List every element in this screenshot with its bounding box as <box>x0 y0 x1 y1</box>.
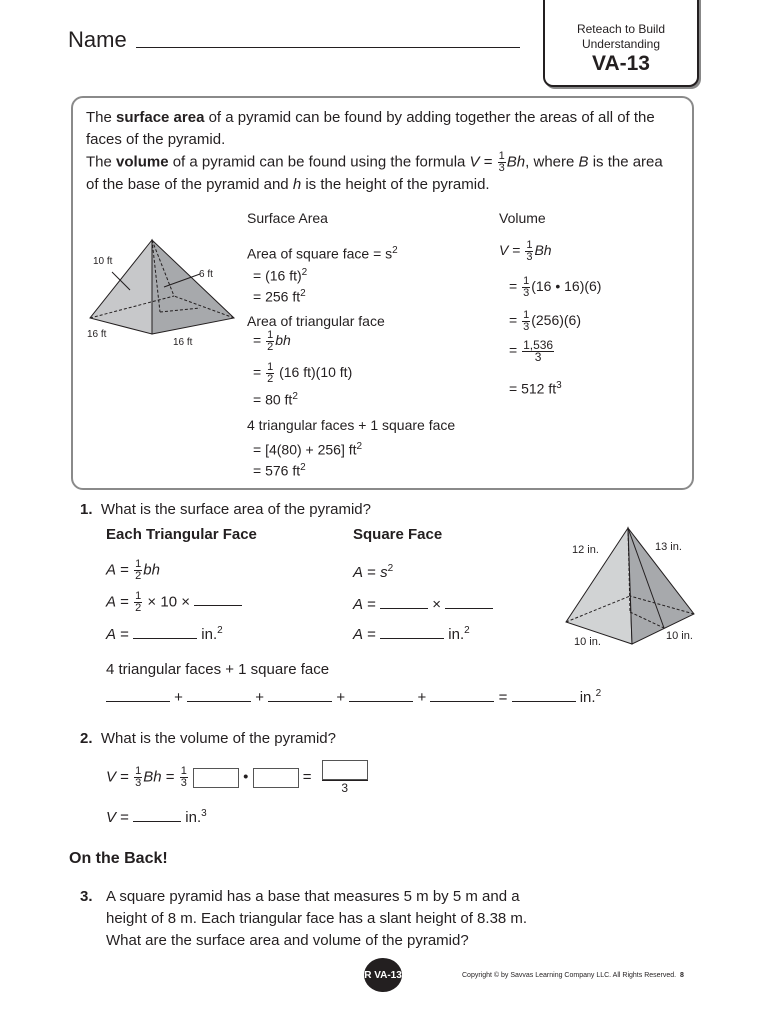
sa-tri-line-2: = $\frac{1}{2}$ (16 ft)(10 ft) <box>253 361 353 385</box>
tag-code: VA-13 <box>592 52 650 75</box>
sa-tri-line-1: = $\frac{1}{2}$ bh <box>253 329 291 353</box>
vol-line-1: = $\frac{1}{3}$ (16 • 16)(6) <box>509 275 602 299</box>
vol-formula: V = $\frac{1}{3}$ Bh <box>499 239 552 263</box>
sa-square-line-2: = 256 $ft^2$ <box>253 288 306 305</box>
q2-box-1[interactable] <box>193 768 239 788</box>
tag-subtitle: Reteach to Build Understanding <box>576 22 666 51</box>
q1-sq-answer-blank[interactable] <box>380 624 444 639</box>
q1-total-blank-2[interactable] <box>187 687 251 702</box>
q1-sq-answer: A = in.$^2$ <box>353 625 470 643</box>
question-2: 2. What is the volume of the pyramid? <box>80 730 336 747</box>
q1-total-answer[interactable] <box>512 687 576 702</box>
volume-heading: Volume <box>499 210 546 226</box>
q1-tri-substitution: A = $\frac{1}{2}$ × 10 × <box>106 591 242 614</box>
footer-badge: R VA-13 <box>364 958 402 992</box>
q2-answer-blank[interactable] <box>133 807 181 822</box>
q1-total-equation: + + + + = in.$^2$ <box>106 687 601 706</box>
q1-triangular-heading: Each Triangular Face <box>106 526 257 543</box>
on-the-back-heading: On the Back! <box>69 850 168 867</box>
vol-line-4: = 512 $ft^3$ <box>509 380 562 397</box>
vol-line-3: = $\frac{1,536}{3}$ <box>509 338 554 364</box>
q1-square-heading: Square Face <box>353 526 443 543</box>
q1-tri-blank-1[interactable] <box>194 591 242 606</box>
example-slant-label: 10 ft <box>93 256 113 267</box>
lesson-tag <box>543 0 699 87</box>
example-base-label-2: 16 ft <box>173 337 193 348</box>
q1-base-label-1: 10 in. <box>574 636 601 648</box>
sa-triangular-face: Area of triangular face <box>247 313 385 329</box>
q1-tri-answer: A = in.$^2$ <box>106 625 223 643</box>
sa-square-line-1: = (16 ft)$^2$ <box>253 267 308 284</box>
q1-sq-formula: $A = s^2$ <box>353 563 394 581</box>
q2-answer: V = in.$^3$ <box>106 808 207 826</box>
sa-total-heading: 4 triangular faces + 1 square face <box>247 417 456 433</box>
q1-tri-answer-blank[interactable] <box>133 624 197 639</box>
question-1: 1. What is the surface area of the pyramid? <box>80 501 371 518</box>
sa-tri-line-3: = 80 $ft^2$ <box>253 391 298 408</box>
q1-total-blank-3[interactable] <box>268 687 332 702</box>
sa-total-line-1: = [4(80) + 256] $ft^2$ <box>253 441 363 458</box>
footer-copyright: Copyright © by Savvas Learning Company LLC. All Rights Reserved. 8 <box>462 972 684 979</box>
surface-area-heading: Surface Area <box>247 210 328 226</box>
example-height-label: 6 ft <box>199 269 213 280</box>
q1-total-heading: 4 triangular faces + 1 square face <box>106 661 330 678</box>
question-3: 3. A square pyramid has a base that measures 5 m by 5 m and a height of 8 m. Each triangular face has a slant height of 8.38 m. What are the surface area and volume of the pyramid? <box>80 888 528 949</box>
q2-box-3[interactable] <box>322 760 368 780</box>
q1-total-blank-1[interactable] <box>106 687 170 702</box>
q2-formula: V = $\frac{1}{3}$ Bh = $\frac{1}{3}$ • = 3 <box>106 760 368 795</box>
q1-total-blank-5[interactable] <box>430 687 494 702</box>
example-base-label-1: 16 ft <box>87 329 107 340</box>
intro-surface-area: The surface area of a pyramid can be found by adding together the areas of all of the faces of the pyramid. <box>86 109 655 148</box>
q1-sq-blank-2[interactable] <box>445 594 493 609</box>
sa-total-line-2: = 576 $ft^2$ <box>253 462 306 479</box>
q1-sq-blank-1[interactable] <box>380 594 428 609</box>
name-label: Name <box>68 27 127 52</box>
q2-box-2[interactable] <box>253 768 299 788</box>
intro-volume: The volume of a pyramid can be found using the formula V = $\frac{1}{3}$ Bh, where B is the area of the base of the pyramid and h is the height of the pyramid. <box>86 150 663 193</box>
q1-sq-substitution: A = × <box>353 594 493 613</box>
q1-tri-formula: A = $\frac{1}{2}$ bh <box>106 558 160 582</box>
q1-total-blank-4[interactable] <box>349 687 413 702</box>
q1-base-label-2: 10 in. <box>666 630 693 642</box>
q1-slant-label: 13 in. <box>655 541 682 553</box>
q2-fraction: 3 <box>322 760 368 795</box>
q1-height-label: 12 in. <box>572 544 599 556</box>
vol-line-2: = $\frac{1}{3}$ (256)(6) <box>509 309 581 333</box>
name-field[interactable] <box>136 47 520 48</box>
sa-square-face: Area of square face = $s^2$ <box>247 245 398 262</box>
